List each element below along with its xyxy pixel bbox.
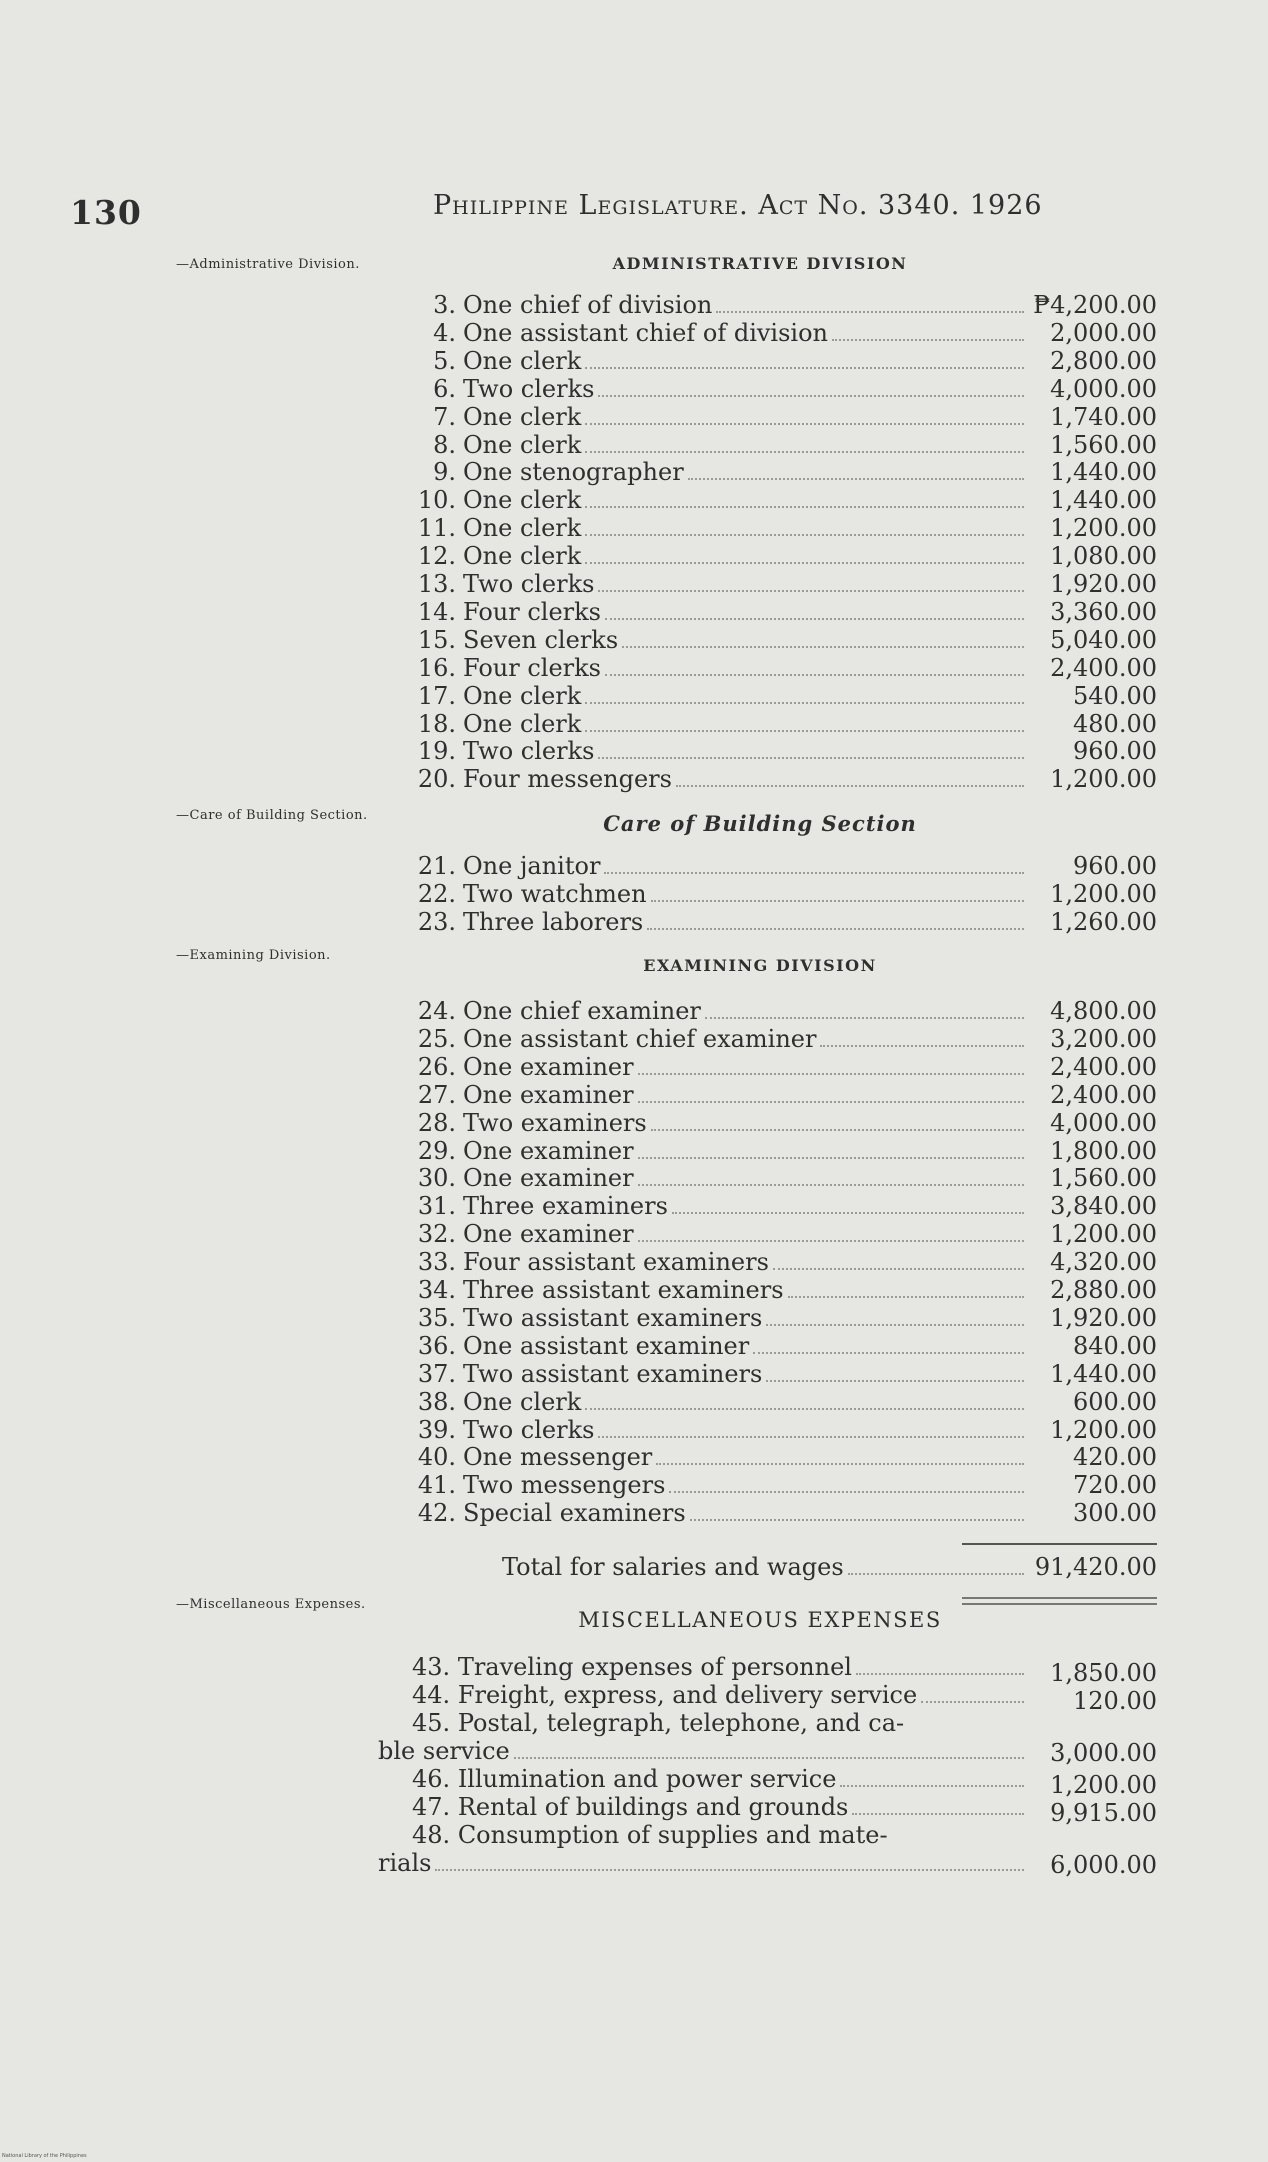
leader-dots [852, 1813, 1024, 1815]
item-description: One assistant chief of division [463, 318, 829, 347]
item-amount: 3,000.00 [1050, 1739, 1157, 1767]
line-item [378, 1709, 1157, 1765]
leader-dots [638, 1240, 1024, 1242]
item-number: 8. [433, 430, 456, 459]
leader-dots [585, 367, 1024, 369]
item-amount: 540.00 [1073, 681, 1157, 710]
item-number: 11. [417, 514, 456, 543]
item-description: One examiner [463, 1136, 634, 1165]
item-description: Special examiners [463, 1499, 686, 1528]
item-description: Two assistant examiners [463, 1359, 763, 1388]
line-item [412, 1332, 1157, 1360]
line-item [412, 1360, 1157, 1388]
item-amount: 5,040.00 [1050, 625, 1157, 654]
item-description: Two clerks [463, 737, 595, 766]
line-item [412, 1443, 1157, 1471]
item-description: Three laborers [463, 907, 644, 936]
item-number: 29. [417, 1136, 456, 1165]
leader-dots [840, 1785, 1024, 1787]
leader-dots [766, 1324, 1024, 1326]
item-number: 42. [417, 1499, 456, 1528]
leader-dots [848, 1573, 1024, 1575]
line-item [378, 1765, 1157, 1799]
line-item [412, 880, 1157, 908]
leader-dots [820, 1045, 1024, 1047]
leader-dots [514, 1757, 1024, 1759]
line-item [412, 570, 1157, 598]
item-description: One clerk [463, 514, 582, 543]
leader-dots [585, 562, 1024, 564]
leader-dots [605, 618, 1024, 620]
line-item [378, 1681, 1157, 1715]
line-item [412, 347, 1157, 375]
leader-dots [585, 451, 1024, 453]
item-description: One assistant chief examiner [463, 1024, 817, 1053]
running-head: Philippine Legislature. Act No. 3340. 1926 [433, 190, 1043, 221]
item-amount: 1,560.00 [1050, 430, 1157, 459]
line-item [412, 1220, 1157, 1248]
section-heading-administrative: ADMINISTRATIVE DIVISION [612, 254, 908, 273]
item-description: Two clerks [463, 1415, 595, 1444]
leader-dots [690, 1519, 1024, 1521]
line-item [412, 626, 1157, 654]
item-description: One messenger [463, 1443, 653, 1472]
item-description-continued: ble service [378, 1737, 510, 1765]
item-description: Consumption of supplies and mate- [457, 1821, 888, 1849]
item-amount: 1,440.00 [1050, 458, 1157, 487]
item-number: 18. [417, 709, 456, 738]
leader-dots [676, 785, 1024, 787]
item-amount: 840.00 [1073, 1331, 1157, 1360]
total-double-rule [962, 1597, 1157, 1605]
item-number: 39. [417, 1415, 456, 1444]
item-description: One examiner [463, 1164, 634, 1193]
item-amount: 120.00 [1073, 1687, 1157, 1715]
line-item [412, 1164, 1157, 1192]
line-item [412, 1304, 1157, 1332]
leader-dots [598, 1436, 1024, 1438]
margin-note-misc: —Miscellaneous Expenses. [176, 1597, 366, 1612]
item-amount: 2,400.00 [1050, 1052, 1157, 1081]
item-amount: 1,200.00 [1050, 1415, 1157, 1444]
item-amount: 2,000.00 [1050, 318, 1157, 347]
line-item [378, 1793, 1157, 1827]
item-number: 10. [417, 486, 456, 515]
leader-dots [598, 757, 1024, 759]
item-number: 44. [412, 1681, 451, 1709]
item-amount: 3,840.00 [1050, 1192, 1157, 1221]
section-heading-examining: EXAMINING DIVISION [643, 956, 877, 975]
item-number: 22. [417, 879, 456, 908]
item-description: One assistant examiner [463, 1331, 750, 1360]
item-description: One clerk [463, 1387, 582, 1416]
line-item [412, 1276, 1157, 1304]
leader-dots [651, 1129, 1024, 1131]
item-number: 31. [417, 1192, 456, 1221]
item-number: 48. [412, 1821, 451, 1849]
item-amount: 1,200.00 [1050, 1220, 1157, 1249]
line-item [412, 542, 1157, 570]
line-item [412, 291, 1157, 319]
item-number: 32. [417, 1220, 456, 1249]
leader-dots [435, 1869, 1024, 1871]
item-amount: 1,200.00 [1050, 1771, 1157, 1799]
item-description: Three examiners [463, 1192, 668, 1221]
line-item [412, 1137, 1157, 1165]
item-number: 19. [417, 737, 456, 766]
margin-note-examining: —Examining Division. [176, 948, 331, 963]
line-item [412, 682, 1157, 710]
item-description: Four assistant examiners [463, 1248, 769, 1277]
line-item [412, 403, 1157, 431]
item-description: Rental of buildings and grounds [457, 1793, 849, 1821]
item-number: 45. [412, 1709, 451, 1737]
leader-dots [656, 1463, 1024, 1465]
leader-dots [598, 395, 1024, 397]
leader-dots [585, 1408, 1024, 1410]
leader-dots [638, 1184, 1024, 1186]
item-amount: 600.00 [1073, 1387, 1157, 1416]
item-amount: 1,440.00 [1050, 486, 1157, 515]
line-item [412, 514, 1157, 542]
item-amount: 1,200.00 [1050, 514, 1157, 543]
margin-note-administrative: —Administrative Division. [176, 257, 360, 272]
item-amount: 1,080.00 [1050, 542, 1157, 571]
line-item [412, 1053, 1157, 1081]
leader-dots [598, 590, 1024, 592]
item-number: 33. [417, 1248, 456, 1277]
line-item [412, 852, 1157, 880]
item-number: 41. [417, 1471, 456, 1500]
leader-dots [638, 1157, 1024, 1159]
item-description: One clerk [463, 681, 582, 710]
leader-dots [604, 872, 1024, 874]
leader-dots [669, 1491, 1024, 1493]
total-line [410, 1553, 1157, 1581]
item-number: 27. [417, 1080, 456, 1109]
leader-dots [856, 1673, 1024, 1675]
item-description: Postal, telegraph, telephone, and ca- [457, 1709, 905, 1737]
leader-dots [638, 1073, 1024, 1075]
item-number: 47. [412, 1793, 451, 1821]
item-number: 36. [417, 1331, 456, 1360]
item-description: One clerk [463, 486, 582, 515]
line-item [412, 1388, 1157, 1416]
line-item [412, 486, 1157, 514]
line-item [412, 1416, 1157, 1444]
item-amount: 1,740.00 [1050, 402, 1157, 431]
line-item [378, 1653, 1157, 1687]
leader-dots [766, 1380, 1024, 1382]
line-item [412, 654, 1157, 682]
leader-dots [585, 506, 1024, 508]
item-number: 16. [417, 653, 456, 682]
item-amount: 1,200.00 [1050, 879, 1157, 908]
item-description: One clerk [463, 430, 582, 459]
line-item [412, 458, 1157, 486]
item-amount: 1,440.00 [1050, 1359, 1157, 1388]
item-amount: 1,850.00 [1050, 1659, 1157, 1687]
item-description-continued: rials [378, 1849, 432, 1877]
item-description: Two assistant examiners [463, 1303, 763, 1332]
item-description: One examiner [463, 1052, 634, 1081]
item-number: 43. [412, 1653, 451, 1681]
item-amount: 1,560.00 [1050, 1164, 1157, 1193]
item-description: One clerk [463, 542, 582, 571]
margin-note-care: —Care of Building Section. [176, 808, 368, 823]
leader-dots [638, 1101, 1024, 1103]
item-description: Two examiners [463, 1108, 647, 1137]
item-number: 20. [417, 765, 456, 794]
leader-dots [688, 478, 1024, 480]
line-item [412, 1471, 1157, 1499]
section-heading-care: Care of Building Section [603, 811, 917, 836]
item-description: Four clerks [463, 597, 601, 626]
item-number: 40. [417, 1443, 456, 1472]
leader-dots [585, 730, 1024, 732]
line-item [412, 1109, 1157, 1137]
item-description: Four messengers [463, 765, 672, 794]
line-item [412, 1499, 1157, 1527]
item-amount: 480.00 [1073, 709, 1157, 738]
item-description: One clerk [463, 346, 582, 375]
leader-dots [622, 646, 1024, 648]
leader-dots [647, 928, 1024, 930]
item-description: Three assistant examiners [463, 1276, 784, 1304]
item-description: Two clerks [463, 374, 595, 403]
line-item [378, 1821, 1157, 1877]
item-number: 14. [417, 597, 456, 626]
total-label: Total for salaries and wages [502, 1553, 844, 1581]
item-description: One examiner [463, 1080, 634, 1109]
item-number: 25. [417, 1024, 456, 1053]
item-amount: 1,800.00 [1050, 1136, 1157, 1165]
item-amount: 2,400.00 [1050, 1080, 1157, 1109]
line-item [412, 319, 1157, 347]
leader-dots [585, 423, 1024, 425]
item-number: 38. [417, 1387, 456, 1416]
item-amount: 1,920.00 [1050, 1303, 1157, 1332]
line-item [412, 737, 1157, 765]
item-number: 3. [433, 291, 456, 319]
line-item [412, 710, 1157, 738]
leader-dots [753, 1352, 1024, 1354]
item-amount: 2,880.00 [1050, 1276, 1157, 1304]
item-number: 46. [412, 1765, 451, 1793]
item-amount: 3,200.00 [1050, 1024, 1157, 1053]
item-number: 30. [417, 1164, 456, 1193]
footer-note: National Library of the Philippines [2, 2153, 87, 2159]
item-amount: 1,200.00 [1050, 765, 1157, 794]
item-description: One examiner [463, 1220, 634, 1249]
item-description: One chief examiner [463, 997, 701, 1025]
item-description: One clerk [463, 709, 582, 738]
item-description: One chief of division [463, 291, 713, 319]
item-description: Two clerks [463, 570, 595, 598]
leader-dots [705, 1017, 1024, 1019]
item-amount: 300.00 [1073, 1499, 1157, 1528]
total-amount: 91,420.00 [1034, 1553, 1157, 1581]
item-number: 35. [417, 1303, 456, 1332]
item-number: 7. [433, 402, 456, 431]
item-amount: 4,000.00 [1050, 374, 1157, 403]
line-item [412, 1248, 1157, 1276]
item-number: 37. [417, 1359, 456, 1388]
item-amount: 9,915.00 [1050, 1799, 1157, 1827]
leader-dots [605, 674, 1024, 676]
item-description: Illumination and power service [457, 1765, 837, 1793]
item-amount: 960.00 [1073, 852, 1157, 880]
item-amount: 420.00 [1073, 1443, 1157, 1472]
item-amount: 4,320.00 [1050, 1248, 1157, 1277]
leader-dots [773, 1268, 1024, 1270]
leader-dots [651, 900, 1024, 902]
item-number: 5. [433, 346, 456, 375]
item-description: One clerk [463, 402, 582, 431]
item-amount: 960.00 [1073, 737, 1157, 766]
line-item [412, 1025, 1157, 1053]
item-number: 17. [417, 681, 456, 710]
item-number: 15. [417, 625, 456, 654]
leader-dots [716, 311, 1024, 313]
leader-dots [672, 1212, 1024, 1214]
item-description: One janitor [463, 852, 601, 880]
section-heading-misc: MISCELLANEOUS EXPENSES [578, 1608, 942, 1632]
item-number: 13. [417, 570, 456, 598]
item-description: Seven clerks [463, 625, 619, 654]
item-description: Two messengers [463, 1471, 666, 1500]
line-item [412, 908, 1157, 936]
item-amount: 6,000.00 [1050, 1851, 1157, 1879]
total-rule [962, 1543, 1157, 1545]
item-number: 4. [433, 318, 456, 347]
leader-dots [585, 702, 1024, 704]
line-item [412, 1192, 1157, 1220]
item-description: Freight, express, and delivery service [457, 1681, 918, 1709]
leader-dots [921, 1701, 1024, 1703]
item-number: 12. [417, 542, 456, 571]
item-description: Four clerks [463, 653, 601, 682]
item-amount: 1,920.00 [1050, 570, 1157, 598]
line-item [412, 598, 1157, 626]
item-amount: 4,800.00 [1050, 997, 1157, 1025]
item-amount: 1,260.00 [1050, 907, 1157, 936]
item-number: 34. [417, 1276, 456, 1304]
item-number: 21. [417, 852, 456, 880]
item-amount: 2,800.00 [1050, 346, 1157, 375]
item-description: One stenographer [463, 458, 684, 487]
item-amount: 720.00 [1073, 1471, 1157, 1500]
line-item [412, 765, 1157, 793]
page-number: 130 [70, 193, 142, 232]
item-number: 23. [417, 907, 456, 936]
item-amount: ₱4,200.00 [1033, 291, 1157, 319]
line-item [412, 431, 1157, 459]
leader-dots [832, 339, 1024, 341]
item-amount: 2,400.00 [1050, 653, 1157, 682]
item-number: 28. [417, 1108, 456, 1137]
item-number: 6. [433, 374, 456, 403]
item-amount: 4,000.00 [1050, 1108, 1157, 1137]
line-item [412, 1081, 1157, 1109]
item-description: Traveling expenses of personnel [457, 1653, 852, 1681]
item-description: Two watchmen [463, 879, 647, 908]
line-item [412, 375, 1157, 403]
leader-dots [585, 534, 1024, 536]
leader-dots [788, 1296, 1024, 1298]
line-item [412, 997, 1157, 1025]
item-number: 26. [417, 1052, 456, 1081]
item-number: 9. [433, 458, 456, 487]
item-number: 24. [417, 997, 456, 1025]
item-amount: 3,360.00 [1050, 597, 1157, 626]
